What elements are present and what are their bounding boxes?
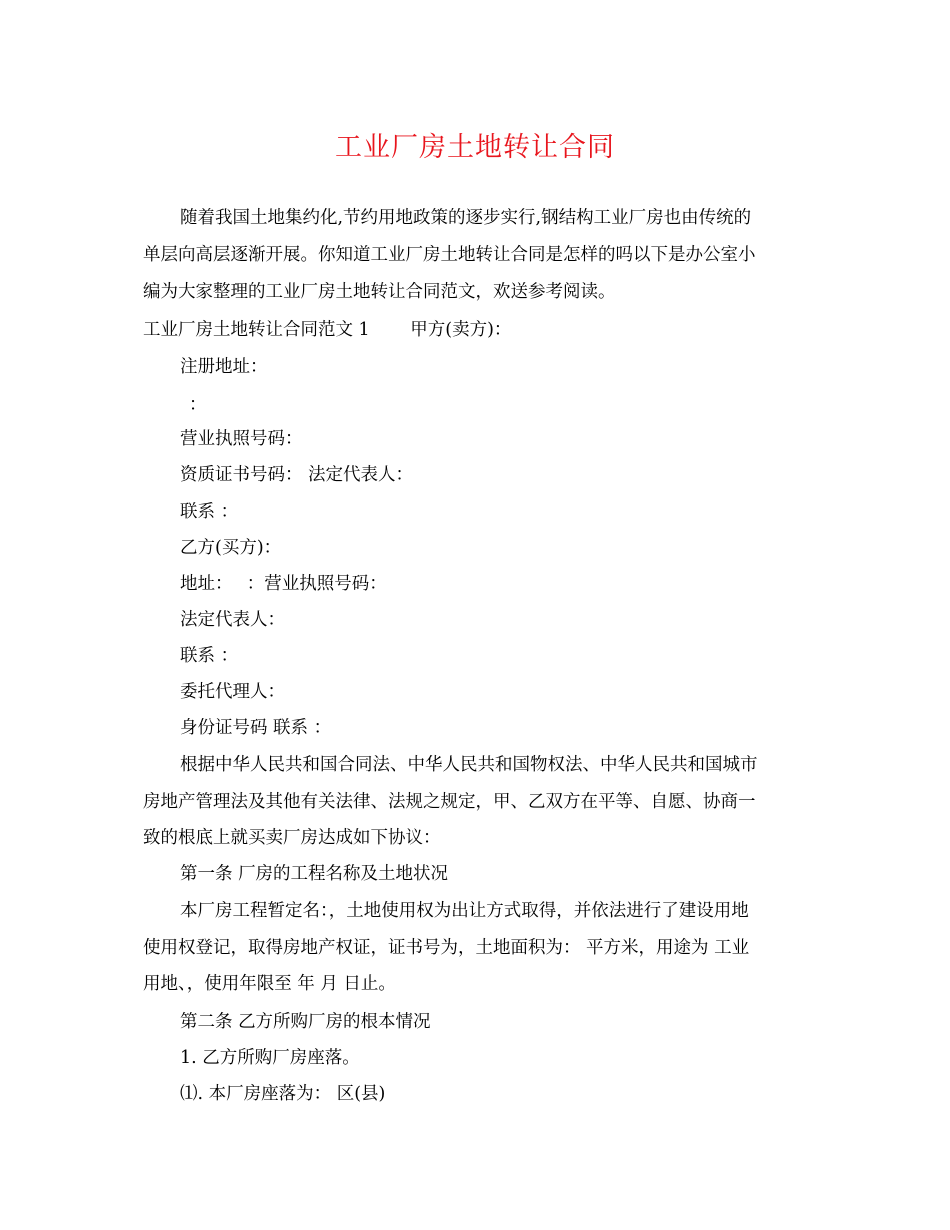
party-a-license: 营业执照号码： xyxy=(180,429,303,449)
party-b-address: 地址： ：营业执照号码： xyxy=(180,574,387,594)
article1-heading: 第一条 厂房的工程名称及土地状况 xyxy=(180,864,449,884)
party-b-agent: 委托代理人： xyxy=(180,682,285,702)
party-b-contact: 联系 ： xyxy=(180,646,239,666)
party-b-id-contact: 身份证号码 联系 ： xyxy=(180,718,332,738)
article2-item1: 1. 乙方所购厂房座落。 xyxy=(180,1048,360,1068)
party-b-legal-rep: 法定代表人： xyxy=(180,610,285,630)
document-title: 工业厂房土地转让合同 xyxy=(335,132,615,163)
article2-heading: 第二条 乙方所购厂房的根本情况 xyxy=(180,1012,431,1032)
sample-heading: 工业厂房土地转让合同范文 1 甲方(卖方)： xyxy=(143,320,512,340)
intro-line-1: 随着我国土地集约化,节约用地政策的逐步实行,钢结构工业厂房也由传统的 xyxy=(180,208,752,228)
article1-body-3: 用地、，使用年限至 年 月 日止。 xyxy=(143,974,396,994)
party-a-address: 注册地址： xyxy=(180,357,268,377)
party-a-blank: ： xyxy=(189,395,207,415)
basis-line-3: 致的根底上就买卖厂房达成如下协议： xyxy=(143,828,441,848)
party-a-qualification: 资质证书号码： 法定代表人： xyxy=(180,465,414,485)
article1-body-2: 使用权登记，取得房地产权证，证书号为，土地面积为： 平方米，用途为 工业 xyxy=(143,938,750,958)
basis-line-1: 根据中华人民共和国合同法、中华人民共和国物权法、中华人民共和国城市 xyxy=(180,755,758,775)
intro-line-3: 编为大家整理的工业厂房土地转让合同范文，欢送参考阅读。 xyxy=(143,282,616,302)
party-b-heading: 乙方(买方)： xyxy=(180,538,282,558)
article1-body-1: 本厂房工程暂定名：，土地使用权为出让方式取得，并依法进行了建设用地 xyxy=(180,901,749,921)
intro-line-2: 单层向高层逐渐开展。你知道工业厂房土地转让合同是怎样的吗以下是办公室小 xyxy=(143,245,756,265)
basis-line-2: 房地产管理法及其他有关法律、法规之规定，甲、乙双方在平等、自愿、协商一 xyxy=(143,792,756,812)
article2-item1-1: ⑴. 本厂房座落为： 区(县) xyxy=(180,1084,386,1104)
party-a-contact: 联系 ： xyxy=(180,502,239,522)
